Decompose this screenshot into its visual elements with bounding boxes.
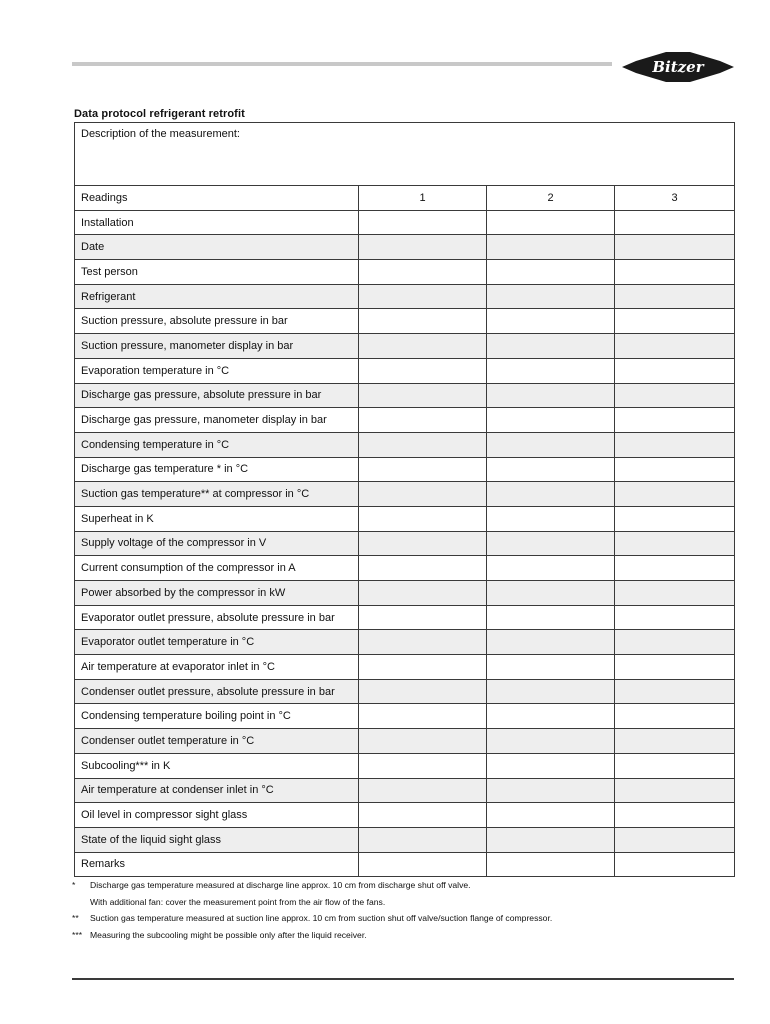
reading-label: Subcooling*** in K <box>75 753 359 778</box>
reading-cell-2[interactable] <box>487 729 615 754</box>
reading-cell-2[interactable] <box>487 753 615 778</box>
logo-wordmark: Bitzer <box>652 58 704 76</box>
reading-cell-1[interactable] <box>359 309 487 334</box>
reading-cell-2[interactable] <box>487 556 615 581</box>
reading-cell-2[interactable] <box>487 334 615 359</box>
table-row <box>75 260 735 285</box>
reading-label: Discharge gas pressure, manometer display in bar <box>75 408 359 433</box>
footnote-1-continuation <box>72 894 752 911</box>
reading-cell-1[interactable] <box>359 408 487 433</box>
reading-label: Refrigerant <box>75 284 359 309</box>
footnote-mark: ** <box>72 913 79 923</box>
reading-cell-1[interactable] <box>359 729 487 754</box>
reading-label: Suction gas temperature** at compressor in °C <box>75 482 359 507</box>
reading-cell-1[interactable] <box>359 383 487 408</box>
reading-cell-3[interactable] <box>615 358 735 383</box>
reading-cell-2[interactable] <box>487 655 615 680</box>
footnote-text: Measuring the subcooling might be possible only after the liquid receiver. <box>90 929 367 940</box>
table-row <box>75 358 735 383</box>
table-row <box>75 679 735 704</box>
reading-cell-3[interactable] <box>615 284 735 309</box>
reading-cell-2[interactable] <box>487 309 615 334</box>
measurement-table <box>74 122 735 877</box>
table-row <box>75 482 735 507</box>
table-row <box>75 803 735 828</box>
reading-label: Remarks <box>75 852 359 877</box>
reading-cell-2[interactable] <box>487 679 615 704</box>
table-row <box>75 556 735 581</box>
footnote-1 <box>72 877 752 894</box>
reading-cell-3[interactable] <box>615 309 735 334</box>
reading-label: State of the liquid sight glass <box>75 827 359 852</box>
reading-cell-1[interactable] <box>359 852 487 877</box>
table-row <box>75 852 735 877</box>
reading-cell-1[interactable] <box>359 827 487 852</box>
description-cell[interactable] <box>75 123 735 186</box>
table-row <box>75 753 735 778</box>
reading-cell-3[interactable] <box>615 556 735 581</box>
reading-cell-3[interactable] <box>615 852 735 877</box>
reading-label: Current consumption of the compressor in A <box>75 556 359 581</box>
table-row <box>75 383 735 408</box>
reading-cell-2[interactable] <box>487 210 615 235</box>
table-row <box>75 457 735 482</box>
reading-cell-3[interactable] <box>615 827 735 852</box>
reading-cell-1[interactable] <box>359 457 487 482</box>
reading-cell-2[interactable] <box>487 358 615 383</box>
column-header-2: 2 <box>487 186 615 211</box>
document-title: Data protocol refrigerant retrofit <box>74 108 245 120</box>
reading-cell-3[interactable] <box>615 457 735 482</box>
reading-cell-2[interactable] <box>487 482 615 507</box>
reading-cell-1[interactable] <box>359 482 487 507</box>
footnotes <box>72 877 752 943</box>
table-row <box>75 408 735 433</box>
table-row <box>75 235 735 260</box>
reading-cell-3[interactable] <box>615 605 735 630</box>
column-header-1: 1 <box>359 186 487 211</box>
reading-cell-3[interactable] <box>615 581 735 606</box>
reading-cell-1[interactable] <box>359 630 487 655</box>
reading-cell-2[interactable] <box>487 531 615 556</box>
table-row <box>75 630 735 655</box>
table-row <box>75 704 735 729</box>
table-row <box>75 605 735 630</box>
reading-cell-2[interactable] <box>487 803 615 828</box>
table-header-row <box>75 186 735 211</box>
table-row <box>75 432 735 457</box>
reading-cell-2[interactable] <box>487 704 615 729</box>
reading-cell-1[interactable] <box>359 581 487 606</box>
description-row <box>75 123 735 186</box>
table-row <box>75 655 735 680</box>
reading-cell-1[interactable] <box>359 358 487 383</box>
reading-label: Air temperature at condenser inlet in °C <box>75 778 359 803</box>
reading-cell-3[interactable] <box>615 531 735 556</box>
table-row <box>75 284 735 309</box>
reading-cell-3[interactable] <box>615 482 735 507</box>
header-rule <box>72 62 612 66</box>
reading-label: Condensing temperature boiling point in °C <box>75 704 359 729</box>
reading-cell-2[interactable] <box>487 506 615 531</box>
reading-cell-1[interactable] <box>359 704 487 729</box>
reading-cell-3[interactable] <box>615 506 735 531</box>
table-row <box>75 334 735 359</box>
reading-cell-1[interactable] <box>359 260 487 285</box>
footnote-text: With additional fan: cover the measurement point from the air flow of the fans. <box>90 896 386 907</box>
footnote-3 <box>72 927 752 944</box>
reading-cell-2[interactable] <box>487 778 615 803</box>
reading-cell-1[interactable] <box>359 531 487 556</box>
reading-cell-1[interactable] <box>359 778 487 803</box>
reading-cell-2[interactable] <box>487 284 615 309</box>
reading-cell-1[interactable] <box>359 655 487 680</box>
reading-cell-1[interactable] <box>359 432 487 457</box>
bitzer-logo <box>622 50 734 84</box>
table-row <box>75 531 735 556</box>
table-row <box>75 309 735 334</box>
reading-cell-3[interactable] <box>615 235 735 260</box>
table-row <box>75 581 735 606</box>
reading-label: Installation <box>75 210 359 235</box>
reading-label: Power absorbed by the compressor in kW <box>75 581 359 606</box>
reading-label: Discharge gas temperature * in °C <box>75 457 359 482</box>
reading-cell-2[interactable] <box>487 383 615 408</box>
reading-cell-2[interactable] <box>487 605 615 630</box>
reading-cell-3[interactable] <box>615 408 735 433</box>
footnote-text: Discharge gas temperature measured at discharge line approx. 10 cm from discharge shut off valve. <box>90 880 471 890</box>
footnote-mark: * <box>72 880 76 890</box>
reading-cell-3[interactable] <box>615 803 735 828</box>
reading-cell-1[interactable] <box>359 210 487 235</box>
reading-cell-1[interactable] <box>359 556 487 581</box>
reading-label: Evaporation temperature in °C <box>75 358 359 383</box>
reading-label: Condenser outlet pressure, absolute pressure in bar <box>75 679 359 704</box>
table-row <box>75 729 735 754</box>
reading-label: Suction pressure, manometer display in bar <box>75 334 359 359</box>
footnote-2 <box>72 910 752 927</box>
reading-label: Discharge gas pressure, absolute pressure in bar <box>75 383 359 408</box>
reading-label: Superheat in K <box>75 506 359 531</box>
reading-cell-3[interactable] <box>615 729 735 754</box>
reading-cell-3[interactable] <box>615 655 735 680</box>
reading-label: Evaporator outlet pressure, absolute pressure in bar <box>75 605 359 630</box>
reading-label: Air temperature at evaporator inlet in °C <box>75 655 359 680</box>
reading-cell-1[interactable] <box>359 605 487 630</box>
description-label: Description of the measurement: <box>81 128 240 140</box>
reading-label: Condenser outlet temperature in °C <box>75 729 359 754</box>
reading-cell-3[interactable] <box>615 334 735 359</box>
reading-label: Oil level in compressor sight glass <box>75 803 359 828</box>
column-header-3: 3 <box>615 186 735 211</box>
reading-label: Condensing temperature in °C <box>75 432 359 457</box>
readings-header: Readings <box>75 186 359 211</box>
reading-cell-2[interactable] <box>487 827 615 852</box>
reading-cell-2[interactable] <box>487 408 615 433</box>
reading-cell-3[interactable] <box>615 704 735 729</box>
reading-cell-3[interactable] <box>615 778 735 803</box>
table-row <box>75 210 735 235</box>
reading-cell-1[interactable] <box>359 334 487 359</box>
reading-label: Test person <box>75 260 359 285</box>
reading-label: Evaporator outlet temperature in °C <box>75 630 359 655</box>
reading-cell-3[interactable] <box>615 383 735 408</box>
reading-cell-3[interactable] <box>615 260 735 285</box>
reading-cell-1[interactable] <box>359 679 487 704</box>
reading-label: Suction pressure, absolute pressure in bar <box>75 309 359 334</box>
reading-label: Supply voltage of the compressor in V <box>75 531 359 556</box>
reading-cell-2[interactable] <box>487 581 615 606</box>
reading-cell-3[interactable] <box>615 753 735 778</box>
footnote-text: Suction gas temperature measured at suction line approx. 10 cm from suction shut off valve/suction flange of compressor. <box>90 913 553 923</box>
table-row <box>75 778 735 803</box>
reading-cell-1[interactable] <box>359 506 487 531</box>
reading-cell-3[interactable] <box>615 630 735 655</box>
reading-label: Date <box>75 235 359 260</box>
reading-cell-2[interactable] <box>487 235 615 260</box>
reading-cell-1[interactable] <box>359 284 487 309</box>
footnote-mark: *** <box>72 929 83 940</box>
table-row <box>75 506 735 531</box>
table-row <box>75 827 735 852</box>
reading-cell-1[interactable] <box>359 803 487 828</box>
reading-cell-2[interactable] <box>487 260 615 285</box>
reading-cell-1[interactable] <box>359 235 487 260</box>
reading-cell-2[interactable] <box>487 432 615 457</box>
footer-rule <box>72 978 734 980</box>
reading-cell-3[interactable] <box>615 679 735 704</box>
reading-cell-2[interactable] <box>487 457 615 482</box>
reading-cell-3[interactable] <box>615 432 735 457</box>
reading-cell-1[interactable] <box>359 753 487 778</box>
reading-cell-3[interactable] <box>615 210 735 235</box>
reading-cell-2[interactable] <box>487 852 615 877</box>
reading-cell-2[interactable] <box>487 630 615 655</box>
